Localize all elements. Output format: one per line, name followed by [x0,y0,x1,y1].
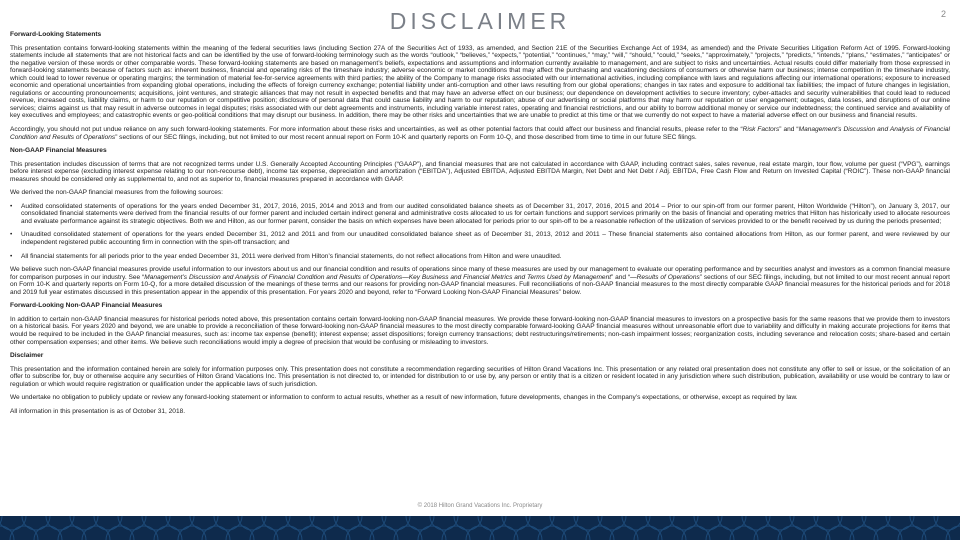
pattern-graphic [0,516,960,540]
italic-reference: Management’s Discussion and Analysis of Financial Condition and Results of Operations—Key Business and Financial Metrics and Terms Used by Management [144,273,612,281]
pattern-ring [946,526,960,540]
page-title: DISCLAIMER [389,8,571,34]
forward-looking-non-gaap-paragraph: In addition to certain non-GAAP financial measures for historical periods noted above, this presentation contains certain forward-looking non-GAAP financial measures. We provide these forward-looking non-GAAP financial measures to investors on a prospective basis for the same reasons that we provide them to investors on a historical basis. For years 2020 and beyond, we are unable to provide a reconciliation of these forward-looking non-GAAP financial measures to the most directly comparable forward-looking GAAP financial measures without unreasonable effort due to variability and difficulty in making accurate projections for items that would be required to be included in the GAAP financial measures, such as: income tax expense (benefit); interest expense; asset dispositions; foreign currency transactions; debt restructurings/retirements; non-cash impairment losses; reorganization costs, including severance and relocation costs; share-based and certain other compensation expenses; and other items. We believe such reconciliations would imply a degree of precision that would be confusing or misleading to investors. [10,315,950,346]
bullet-symbol: • [10,202,13,210]
list-item-text: Unaudited consolidated statement of operations for the years ended December 31, 2012 and 2011 and from our unaudited consolidated balance sheet as of December 31, 2013, 2012 and 2011 – These financial statements also contained allocations from Hilton, as our former parent, and were reviewed by our independent registered public accounting firm in connection with the spin-off transaction; and [21,231,950,247]
text-run: ” sections of our SEC filings, including, but not limited to our most recent annual report on Form 10-K and quarterly reports on Form 10-Q, for a more detailed discussion of the meanings of these terms and our reasons for providing non-GAAP financial measures. Full reconciliations of non-GAAP financial measures to the most directly comparable GAAP financial measures for the historical periods and for 2018 and 2019 full year estimates discussed in this presentation appear in the appendix of this presentation. For years 2020 and beyond, refer to “Forward Looking Non-GAAP Financial Measures” below. [10,273,951,296]
text-run: ” and “ [779,126,799,134]
text-run: ” and “ [611,273,631,281]
list-item [10,203,950,226]
sources-intro-paragraph: We derived the non-GAAP financial measures from the following sources: [10,189,224,197]
text-run: We believe such non-GAAP financial measures provide useful information to our investors about us and our financial condition and results of operations since many of these measures are used by our management to evaluate our operating performance and by securities analyst and investors as a common financial measure for comparison purposes in our industry. See “ [10,266,950,281]
bullet-symbol: • [10,231,13,239]
list-item-text: Audited consolidated statements of operations for the years ended December 31, 2017, 2016, 2015, 2014 and 2013 and from our audited consolidated balance sheets as of December 31, 2017, 2016, 2015 and 2014 – Prior to our spin-off from our former parent, Hilton Worldwide (“Hilton”), on January 3, 2017, our consolidated financial statements were derived from the financial results of our former parent and included certain indirect general and administrative costs allocated to us for certain functions and support services primarily on the basis of financial and operating metrics that Hilton has historically used to allocate resources and evaluate performance against its strategic objectives. Both we and Hilton, as our former parent, consider the basis on which expenses have been allocated for periods prior to our spin-off to be a reasonable reflection of the utilization of services provided to or the benefit received by us during the periods presented; [21,202,950,225]
as-of-date-paragraph: All information in this presentation is as of October 31, 2018. [10,407,186,415]
section-heading-forward-looking-non-gaap: Forward-Looking Non-GAAP Financial Measures [10,302,163,310]
disclaimer-body [10,31,950,421]
section-heading-disclaimer: Disclaimer [10,352,44,360]
decorative-pattern-band [0,516,960,540]
section-heading-non-gaap: Non-GAAP Financial Measures [10,147,107,155]
list-item [10,253,950,261]
disclaimer-paragraph: This presentation and the information contained herein are solely for information purposes only. This presentation does not constitute a recommendation regarding securities of Hilton Grand Vacations Inc. This presentation or any related oral presentation does not constitute any offer to sell or issue, or the solicitation of an offer to subscribe for, buy or otherwise acquire any securities of Hilton Grand Vacations Inc. This presentation is not directed to, or intended for distribution to or use by, any person or entity that is a citizen or resident located in any jurisdiction where such distribution, publication, availability or use would be contrary to law or regulation or which would require registration or qualification under the applicable laws of such jurisdiction. [10,365,950,388]
list-item [10,231,950,246]
text-run: Accordingly, you should not put undue reliance on any such forward-looking statements. For more information about these risks and uncertainties, as well as other potential factors that could affect our business and financial results, please refer to the “ [10,126,743,134]
sources-list [10,203,950,260]
section-heading-forward-looking: Forward-Looking Statements [10,31,102,38]
italic-reference: Risk Factors [742,126,780,134]
usefulness-paragraph [10,266,950,296]
forward-looking-paragraph: This presentation contains forward-looking statements within the meaning of the federal securities laws (including Section 27A of the Securities Act of 1933, as amended, and Section 21E of the Securities Exchange Act of 1934, as amended) and the Private Securities Litigation Reform Act of 1995. Forward-looking statements include all statements that are not historical facts and can be identified by the use of forward-looking terminology such as the words “outlook,” “believes,” “expects,” “potential,” “continues,” “may,” “will,” “should,” “could,” “seeks,” “approximately,” “projects,” “predicts,” “intends,” “plans,” “estimates,” “anticipates” or the negative version of these words or other comparable words. These forward-looking statements are based on management’s beliefs, expectations and assumptions and information currently available to management, and are subject to risks and uncertainties. Actual results could differ materially from those expressed in forward-looking statements because of factors such as: inherent business, financial and operating risks of the timeshare industry; adverse economic or market conditions that may affect the purchasing and vacationing decisions of consumers or otherwise harm our business; intense competition in the timeshare industry, which could lead to lower revenue or operating margins; the termination of material fee-for-service agreements with third parties; the ability of the Company to manage risks associated with our international activities, including compliance with laws and regulations affecting our international operations; exposure to increased economic and operational uncertainties from expanding global operations, including the effects of foreign currency exchange; potential liability under anti-corruption and other laws resulting from our global operations; changes in tax rates and exposure to additional tax liabilities; the impact of future changes in legislation, regulations or accounting pronouncements; acquisitions, joint ventures, and strategic alliances that may not result in expected benefits and that may have an adverse effect on our business; our dependence on development activities to secure inventory; cyber-attacks and security vulnerabilities that could lead to reduced revenue, increased costs, liability claims, or harm to our reputation or competitive position; disclosure of personal data that could cause liability and harm to our reputation; abuse of our advertising or social platforms that may harm our reputation or user engagement; outages, data losses, and disruptions of our online services; claims against us that may result in adverse outcomes in legal disputes; risks associated with our debt agreements and instruments, including variable interest rates, operating and financial restrictions, and our ability to borrow additional money or service our indebtedness; the continued service and availability of key executives and employees; and catastrophic events or geo-political conditions that may disrupt our business. In addition, there may be other risks and uncertainties that we are unable to predict at this time or that we currently do not expect to have a material adverse effect on our business and financial results. [10,44,950,120]
update-obligation-paragraph: We undertake no obligation to publicly update or review any forward-looking statement or information to conform to actual results, whether as a result of new information, future developments, changes in the Company’s expectations, or otherwise, except as required by law. [10,394,798,402]
footer-copyright: © 2018 Hilton Grand Vacations Inc. Proprietary [417,503,543,509]
text-run: ” sections of our SEC filings, including, but not limited to our most recent annual report on Form 10-K and quarterly reports on Form 10-Q, and those described from time to time in our future SEC filings. [115,133,697,141]
page-number: 2 [940,9,946,19]
italic-reference: Management’s Discussion and Analysis of Financial Condition and Results of Operations [10,126,950,141]
reliance-paragraph [10,126,950,141]
non-gaap-paragraph: This presentation includes discussion of terms that are not recognized terms under U.S. Generally Accepted Accounting Principles (“GAAP”), and financial measures that are not calculated in accordance with GAAP, including contract sales, sales revenue, real estate margin, tour flow, volume per guest (“VPG”), earnings before interest expense (excluding interest expense relating to our non-recourse debt), income tax expense, depreciation and amortization (“EBITDA”), Adjusted EBITDA, Adjusted EBITDA Margin, Net Debt and Net Debt / Adj. EBITDA, Free Cash Flow and Return on Invested Capital (“ROIC”). These non-GAAP financial measures should be considered only as supplemental to, and not as superior to, financial measures prepared in accordance with GAAP. [10,160,950,183]
list-item-text: All financial statements for all periods prior to the year ended December 31, 2011 were derived from Hilton’s financial statements, do not reflect allocations from Hilton and were unaudited. [21,252,562,260]
bullet-symbol: • [10,252,13,260]
italic-reference: —Results of Operations [630,273,700,281]
